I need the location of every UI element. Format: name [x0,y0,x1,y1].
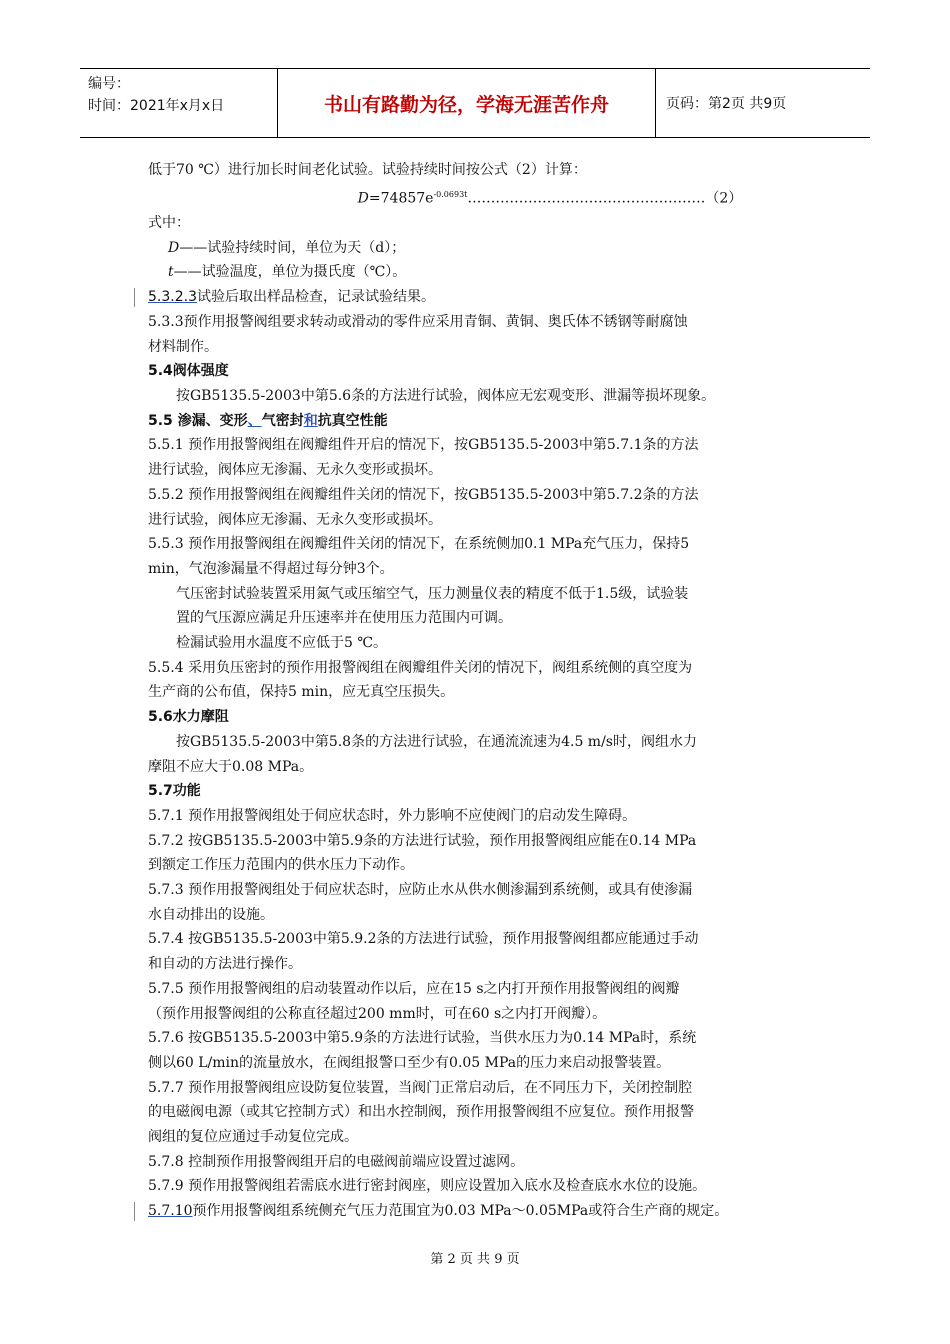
formula-number: ……………………………………………（2） [467,190,743,207]
body-line: 生产商的公布值，保持5 min，应无真空压损失。 [148,684,455,701]
section-heading-5-4: 5.4阀体强度 [148,363,229,380]
section-heading-5-5 [148,409,812,434]
body-line: 5.7.7 预作用报警阀组应设防复位装置，当阀门正常启动后，在不同压力下，关闭控制腔 [148,1079,693,1096]
body-line: 5.7.5 预作用报警阀组的启动装置动作以后，应在15 s之内打开预作用报警阀组的阀瓣 [148,980,680,997]
body-line: 5.5.4 采用负压密封的预作用报警阀组在阀瓣组件关闭的情况下，阀组系统侧的真空度为 [148,659,693,676]
revision-bar [134,288,135,307]
heading-revision: 和 [303,412,318,429]
body-line: min，气泡渗漏量不得超过每分钟3个。 [148,560,394,577]
document-body [148,158,812,1224]
body-line: 材料制作。 [148,338,218,355]
body-line: 5.5.3 预作用报警阀组在阀瓣组件关闭的情况下，在系统侧加0.1 MPa充气压力，保持5 [148,536,690,553]
body-line: 水自动排出的设施。 [148,906,274,923]
symbol-text: ——试验温度，单位为摄氏度（℃）。 [173,264,407,281]
body-line: 5.7.3 预作用报警阀组处于伺应状态时，应防止水从供水侧渗漏到系统侧，或具有使渗漏 [148,882,693,899]
clause-5-3-2-3 [148,285,812,310]
body-line: 式中： [148,215,190,232]
page-footer: 第 2 页 共 9 页 [430,1252,520,1267]
header-info-cell [80,69,278,137]
clause-number: 5.7.10 [148,1203,193,1220]
section-heading-5-7: 5.7功能 [148,783,201,800]
formula-2 [148,183,812,211]
heading-part: 气密封 [261,412,304,429]
body-line: 按GB5135.5-2003中第5.6条的方法进行试验，阀体应无宏观变形、泄漏等损坏现象。 [176,387,716,404]
body-line: 5.7.4 按GB5135.5-2003中第5.9.2条的方法进行试验，预作用报警阀组都应能通过手动 [148,931,699,948]
clause-5-7-10 [148,1199,812,1224]
body-line: 置的气压源应满足升压速率并在使用压力范围内可调。 [176,610,512,627]
body-line: 进行试验，阀体应无渗漏、无永久变形或损坏。 [148,462,442,479]
heading-part: 5.5 渗漏、变形 [148,412,248,429]
symbol-text: ——试验持续时间，单位为天（d）； [179,239,406,256]
formula-variable: D [357,190,369,207]
body-line: （预作用报警阀组的公称直径超过200 mm时，可在60 s之内打开阀瓣）。 [148,1005,607,1022]
body-line: 5.7.8 控制预作用报警阀组开启的电磁阀前端应设置过滤网。 [148,1153,525,1170]
clause-text: 预作用报警阀组系统侧充气压力范围宜为0.03 MPa～0.05MPa或符合生产商的规定。 [192,1203,729,1220]
body-line: 气压密封试验装置采用氮气或压缩空气，压力测量仪表的精度不低于1.5级，试验装 [176,585,689,602]
symbol-var: t [168,264,174,281]
body-line: 和自动的方法进行操作。 [148,956,302,973]
formula-expression: =74857e [368,190,434,207]
revision-bar [134,1202,135,1221]
symbol-definition-t [148,260,812,285]
body-line: 摩阻不应大于0.08 MPa。 [148,758,314,775]
section-heading-5-6: 5.6水力摩阻 [148,709,229,726]
body-line: 5.7.1 预作用报警阀组处于伺应状态时，外力影响不应使阀门的启动发生障碍。 [148,807,637,824]
header-date: 时间：2021年x月x日 [88,98,225,114]
body-line: 5.5.1 预作用报警阀组在阀瓣组件开启的情况下，按GB5135.5-2003中第5.7.1条的方法 [148,437,699,454]
body-line: 低于70 ℃）进行加长时间老化试验。试验持续时间按公式（2）计算： [148,162,587,178]
symbol-definition-d [148,236,812,261]
body-line: 按GB5135.5-2003中第5.8条的方法进行试验，在通流流速为4.5 m/s时，阀组水力 [176,733,697,750]
formula-exponent: -0.0693t [433,189,468,199]
body-line: 5.5.2 预作用报警阀组在阀瓣组件关闭的情况下，按GB5135.5-2003中第5.7.2条的方法 [148,486,699,503]
heading-revision: 、 [247,412,262,429]
header-motto: 书山有路勤为径，学海无涯苦作舟 [278,69,656,137]
body-line: 的电磁阀电源（或其它控制方式）和出水控制阀，预作用报警阀组不应复位。预作用报警 [148,1104,694,1121]
body-line: 5.3.3预作用报警阀组要求转动或滑动的零件应采用青铜、黄铜、奥氏体不锈钢等耐腐蚀 [148,313,688,330]
body-line: 侧以60 L/min的流量放水，在阀组报警口至少有0.05 MPa的压力来启动报警装置。 [148,1054,671,1071]
body-line: 进行试验，阀体应无渗漏、无永久变形或损坏。 [148,511,442,528]
heading-part: 抗真空性能 [317,412,388,429]
clause-number: 5.3.2.3 [148,289,197,306]
body-line: 到额定工作压力范围内的供水压力下动作。 [148,857,414,874]
body-line: 阀组的复位应通过手动复位完成。 [148,1129,358,1146]
header-number: 编号： [88,76,130,92]
header-page-number: 页码：第2页 共9页 [666,96,787,112]
body-line: 5.7.9 预作用报警阀组若需底水进行密封阀座，则应设置加入底水及检查底水水位的设施。 [148,1178,707,1195]
body-line: 5.7.6 按GB5135.5-2003中第5.9条的方法进行试验，当供水压力为0.14 MPa时，系统 [148,1030,697,1047]
symbol-var: D [168,239,180,256]
page-header [80,68,870,138]
clause-text: 试验后取出样品检查，记录试验结果。 [196,289,435,306]
body-line: 5.7.2 按GB5135.5-2003中第5.9条的方法进行试验，预作用报警阀组应能在0.14 MPa [148,832,697,849]
body-line: 检漏试验用水温度不应低于5 ℃。 [176,635,388,652]
